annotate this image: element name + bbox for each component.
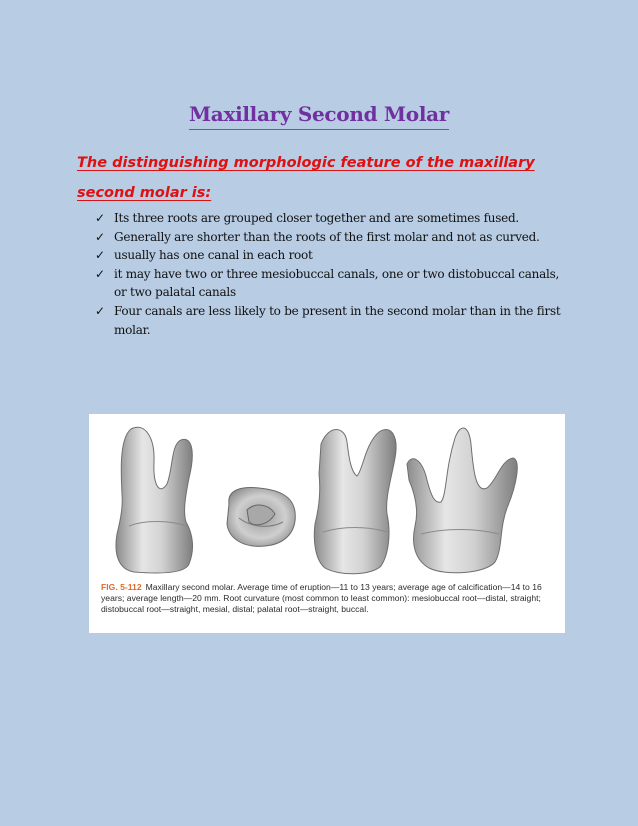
- section-subtitle: The distinguishing morphologic feature of the maxillary second molar is:: [77, 155, 535, 201]
- tooth-figure: [89, 414, 565, 633]
- list-item-text: it may have two or three mesiobuccal canals, one or two distobuccal canals, or two palatal canals: [114, 266, 560, 300]
- page-title-text: Maxillary Second Molar: [189, 102, 449, 130]
- list-item: [95, 302, 565, 339]
- figure-caption: [101, 582, 557, 615]
- tooth-occlusal-view: [227, 488, 295, 547]
- checkmark-icon: ✓: [95, 211, 105, 225]
- tooth-mesial-view: [314, 430, 396, 574]
- tooth-distal-view: [407, 428, 517, 573]
- list-item: [95, 265, 565, 302]
- list-item: [95, 246, 565, 265]
- figure-caption-text: Maxillary second molar. Average time of eruption—11 to 13 years; average age of calcification—14 to 16 years; average length—20 mm. Root curvature (most common to least common): mesiobuccal root—distal, straight; distobuccal root—straight, mesial, distal; palatal root—straight, buccal.: [101, 582, 542, 614]
- page-title: [0, 91, 638, 130]
- list-item: [95, 228, 565, 247]
- checkmark-icon: ✓: [95, 229, 105, 244]
- list-item-text: Its three roots are grouped closer together and are sometimes fused.: [114, 211, 519, 225]
- figure-label: FIG. 5-112: [101, 582, 142, 592]
- list-item-text: Four canals are less likely to be present in the second molar than in the first molar.: [114, 303, 561, 337]
- list-item-text: usually has one canal in each root: [114, 248, 313, 263]
- checkmark-icon: ✓: [95, 248, 105, 263]
- list-item: [95, 209, 565, 228]
- tooth-buccal-view: [116, 427, 193, 573]
- feature-list: [95, 209, 565, 339]
- checkmark-icon: ✓: [95, 303, 105, 318]
- list-item-text: Generally are shorter than the roots of the first molar and not as curved.: [114, 229, 540, 244]
- checkmark-icon: ✓: [95, 266, 105, 281]
